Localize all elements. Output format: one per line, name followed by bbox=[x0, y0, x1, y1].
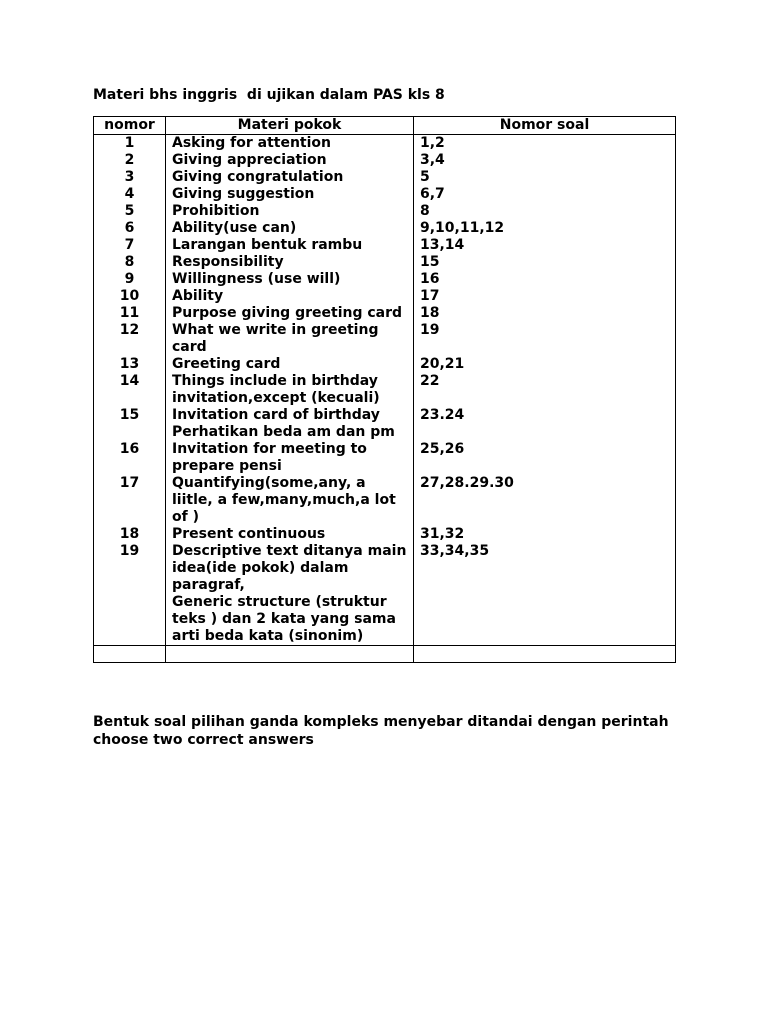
cell-nomor: 6 bbox=[94, 220, 166, 237]
cell-materi: Giving congratulation bbox=[166, 169, 414, 186]
cell-soal: 18 bbox=[414, 305, 676, 322]
empty-cell bbox=[414, 646, 676, 663]
cell-nomor: 19 bbox=[94, 543, 166, 646]
cell-soal: 31,32 bbox=[414, 526, 676, 543]
table-row bbox=[94, 169, 676, 186]
cell-nomor: 17 bbox=[94, 475, 166, 526]
cell-materi: Asking for attention bbox=[166, 135, 414, 153]
table-body bbox=[94, 135, 676, 663]
cell-materi: Invitation card of birthday Perhatikan beda am dan pm bbox=[166, 407, 414, 441]
table-row bbox=[94, 152, 676, 169]
cell-materi: Willingness (use will) bbox=[166, 271, 414, 288]
table-row bbox=[94, 271, 676, 288]
cell-materi: Greeting card bbox=[166, 356, 414, 373]
cell-nomor: 16 bbox=[94, 441, 166, 475]
table-row bbox=[94, 475, 676, 526]
table-row bbox=[94, 322, 676, 356]
cell-nomor: 2 bbox=[94, 152, 166, 169]
cell-nomor: 7 bbox=[94, 237, 166, 254]
table-row bbox=[94, 220, 676, 237]
cell-soal: 1,2 bbox=[414, 135, 676, 153]
cell-soal: 17 bbox=[414, 288, 676, 305]
cell-materi: Purpose giving greeting card bbox=[166, 305, 414, 322]
materi-table bbox=[93, 116, 676, 663]
cell-materi: Quantifying(some,any, a liitle, a few,many,much,a lot of ) bbox=[166, 475, 414, 526]
cell-soal: 16 bbox=[414, 271, 676, 288]
cell-soal: 15 bbox=[414, 254, 676, 271]
cell-nomor: 14 bbox=[94, 373, 166, 407]
empty-table-row bbox=[94, 646, 676, 663]
cell-soal: 23.24 bbox=[414, 407, 676, 441]
empty-cell bbox=[94, 646, 166, 663]
table-row bbox=[94, 356, 676, 373]
cell-soal: 3,4 bbox=[414, 152, 676, 169]
table-row bbox=[94, 186, 676, 203]
cell-soal: 27,28.29.30 bbox=[414, 475, 676, 526]
cell-nomor: 4 bbox=[94, 186, 166, 203]
header-materi-pokok: Materi pokok bbox=[166, 117, 414, 135]
cell-soal: 8 bbox=[414, 203, 676, 220]
cell-materi: Invitation for meeting to prepare pensi bbox=[166, 441, 414, 475]
table-row bbox=[94, 237, 676, 254]
cell-materi: Prohibition bbox=[166, 203, 414, 220]
cell-soal: 22 bbox=[414, 373, 676, 407]
table-header-row bbox=[94, 117, 676, 135]
table-row bbox=[94, 373, 676, 407]
empty-cell bbox=[166, 646, 414, 663]
document-title: Materi bhs inggris di ujikan dalam PAS kls 8 bbox=[93, 87, 445, 103]
cell-materi: Things include in birthday invitation,except (kecuali) bbox=[166, 373, 414, 407]
cell-soal: 5 bbox=[414, 169, 676, 186]
cell-materi: Descriptive text ditanya main idea(ide pokok) dalam paragraf, Generic structure (struktur teks ) dan 2 kata yang sama arti beda kata (sinonim) bbox=[166, 543, 414, 646]
table-row bbox=[94, 526, 676, 543]
table-row bbox=[94, 254, 676, 271]
footer-note: Bentuk soal pilihan ganda kompleks menyebar ditandai dengan perintah choose two correct answers bbox=[93, 714, 669, 748]
cell-nomor: 9 bbox=[94, 271, 166, 288]
cell-materi: Ability bbox=[166, 288, 414, 305]
cell-materi: What we write in greeting card bbox=[166, 322, 414, 356]
header-nomor-soal: Nomor soal bbox=[414, 117, 676, 135]
cell-materi: Giving suggestion bbox=[166, 186, 414, 203]
cell-materi: Responsibility bbox=[166, 254, 414, 271]
cell-soal: 20,21 bbox=[414, 356, 676, 373]
cell-soal: 6,7 bbox=[414, 186, 676, 203]
cell-nomor: 12 bbox=[94, 322, 166, 356]
cell-materi: Present continuous bbox=[166, 526, 414, 543]
table-row bbox=[94, 543, 676, 646]
cell-materi: Giving appreciation bbox=[166, 152, 414, 169]
cell-materi: Ability(use can) bbox=[166, 220, 414, 237]
cell-nomor: 1 bbox=[94, 135, 166, 153]
cell-soal: 25,26 bbox=[414, 441, 676, 475]
cell-nomor: 15 bbox=[94, 407, 166, 441]
cell-nomor: 18 bbox=[94, 526, 166, 543]
table-row bbox=[94, 135, 676, 153]
table-row bbox=[94, 305, 676, 322]
table-row bbox=[94, 407, 676, 441]
cell-nomor: 13 bbox=[94, 356, 166, 373]
table-row bbox=[94, 288, 676, 305]
cell-nomor: 11 bbox=[94, 305, 166, 322]
table-row bbox=[94, 441, 676, 475]
cell-nomor: 3 bbox=[94, 169, 166, 186]
cell-soal: 13,14 bbox=[414, 237, 676, 254]
cell-soal: 9,10,11,12 bbox=[414, 220, 676, 237]
cell-soal: 33,34,35 bbox=[414, 543, 676, 646]
table-row bbox=[94, 203, 676, 220]
cell-nomor: 10 bbox=[94, 288, 166, 305]
header-nomor: nomor bbox=[94, 117, 166, 135]
cell-soal: 19 bbox=[414, 322, 676, 356]
cell-nomor: 5 bbox=[94, 203, 166, 220]
cell-materi: Larangan bentuk rambu bbox=[166, 237, 414, 254]
cell-nomor: 8 bbox=[94, 254, 166, 271]
